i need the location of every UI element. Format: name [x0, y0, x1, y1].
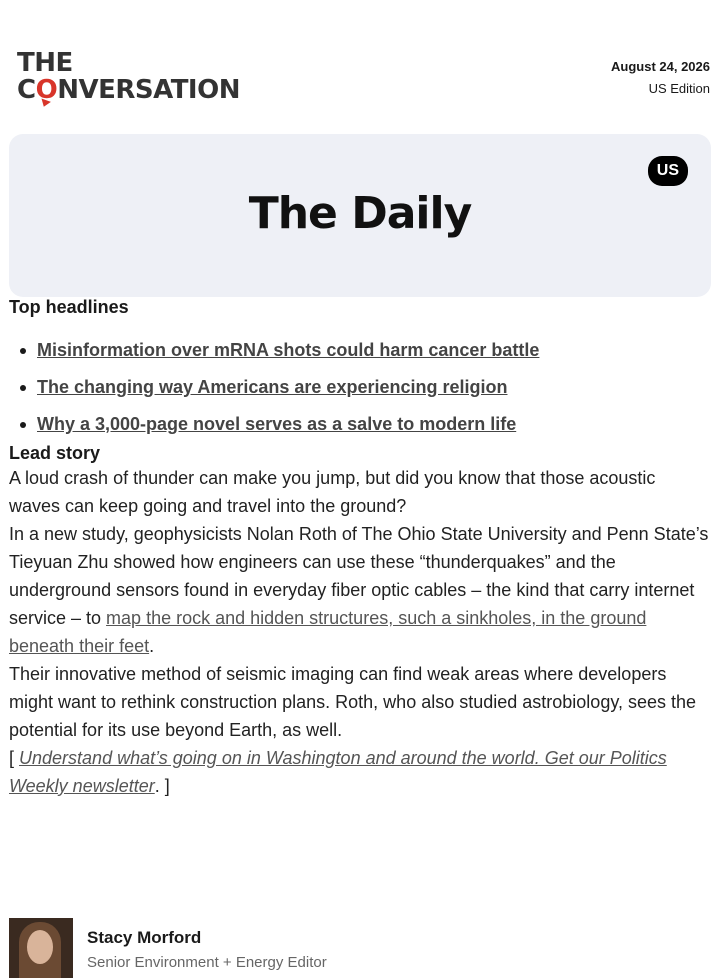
- headline-item: [37, 369, 720, 406]
- the-daily-banner: [9, 134, 711, 297]
- issue-info: [611, 56, 710, 100]
- politics-newsletter-promo: [ Understand what’s going on in Washington and around the world. Get our Politics Weekly newsletter. ]: [9, 748, 667, 796]
- edition-label: US Edition: [648, 81, 710, 96]
- newsletter-title: The Daily: [248, 188, 472, 239]
- headline-item: [37, 332, 720, 369]
- headline-link-3[interactable]: Why a 3,000-page novel serves as a salve to modern life: [37, 414, 517, 434]
- lead-story-heading: Lead story: [9, 443, 101, 463]
- headline-link-1[interactable]: Misinformation over mRNA shots could harm cancer battle: [37, 340, 540, 360]
- author-role: Senior Environment + Energy Editor: [87, 954, 327, 971]
- author-byline: [9, 918, 709, 978]
- edition-badge: US: [648, 156, 688, 186]
- speech-bubble-o-icon: O: [36, 77, 58, 103]
- logo-line-1: THE: [17, 48, 73, 78]
- study-link[interactable]: map the rock and hidden structures, such a sinkholes, in the ground beneath their feet: [9, 608, 647, 656]
- lead-paragraph-1: A loud crash of thunder can make you jump, but did you know that those acoustic waves can keep going and travel into the ground?: [9, 468, 656, 516]
- headline-link-2[interactable]: The changing way Americans are experiencing religion: [37, 377, 508, 397]
- politics-weekly-link[interactable]: Understand what’s going on in Washington and around the world. Get our Politics Weekly newsletter: [9, 748, 667, 796]
- lead-paragraph-3: Their innovative method of seismic imaging can find weak areas where developers might want to rethink construction plans. Roth, who also studied astrobiology, sees the potential for its use beyond Earth, as well.: [9, 664, 697, 740]
- headline-item: [37, 406, 720, 443]
- lead-paragraph-2: In a new study, geophysicists Nolan Roth of The Ohio State University and Penn State’s Tieyuan Zhu showed how engineers can use these “thunderquakes” and the underground sensors found in everyday fiber optic cables – the kind that carry internet service – to map the rock and hidden structures, such a sinkholes, in the ground beneath their feet.: [9, 524, 709, 656]
- the-conversation-logo[interactable]: [17, 50, 240, 103]
- author-name: Stacy Morford: [87, 928, 202, 947]
- masthead: [0, 0, 720, 118]
- author-avatar: [9, 918, 73, 978]
- logo-line-2: CO NVERSATION: [17, 77, 240, 103]
- issue-date: August 24, 2026: [611, 59, 710, 74]
- top-headlines-heading: Top headlines: [9, 297, 129, 317]
- headline-list: [0, 332, 720, 443]
